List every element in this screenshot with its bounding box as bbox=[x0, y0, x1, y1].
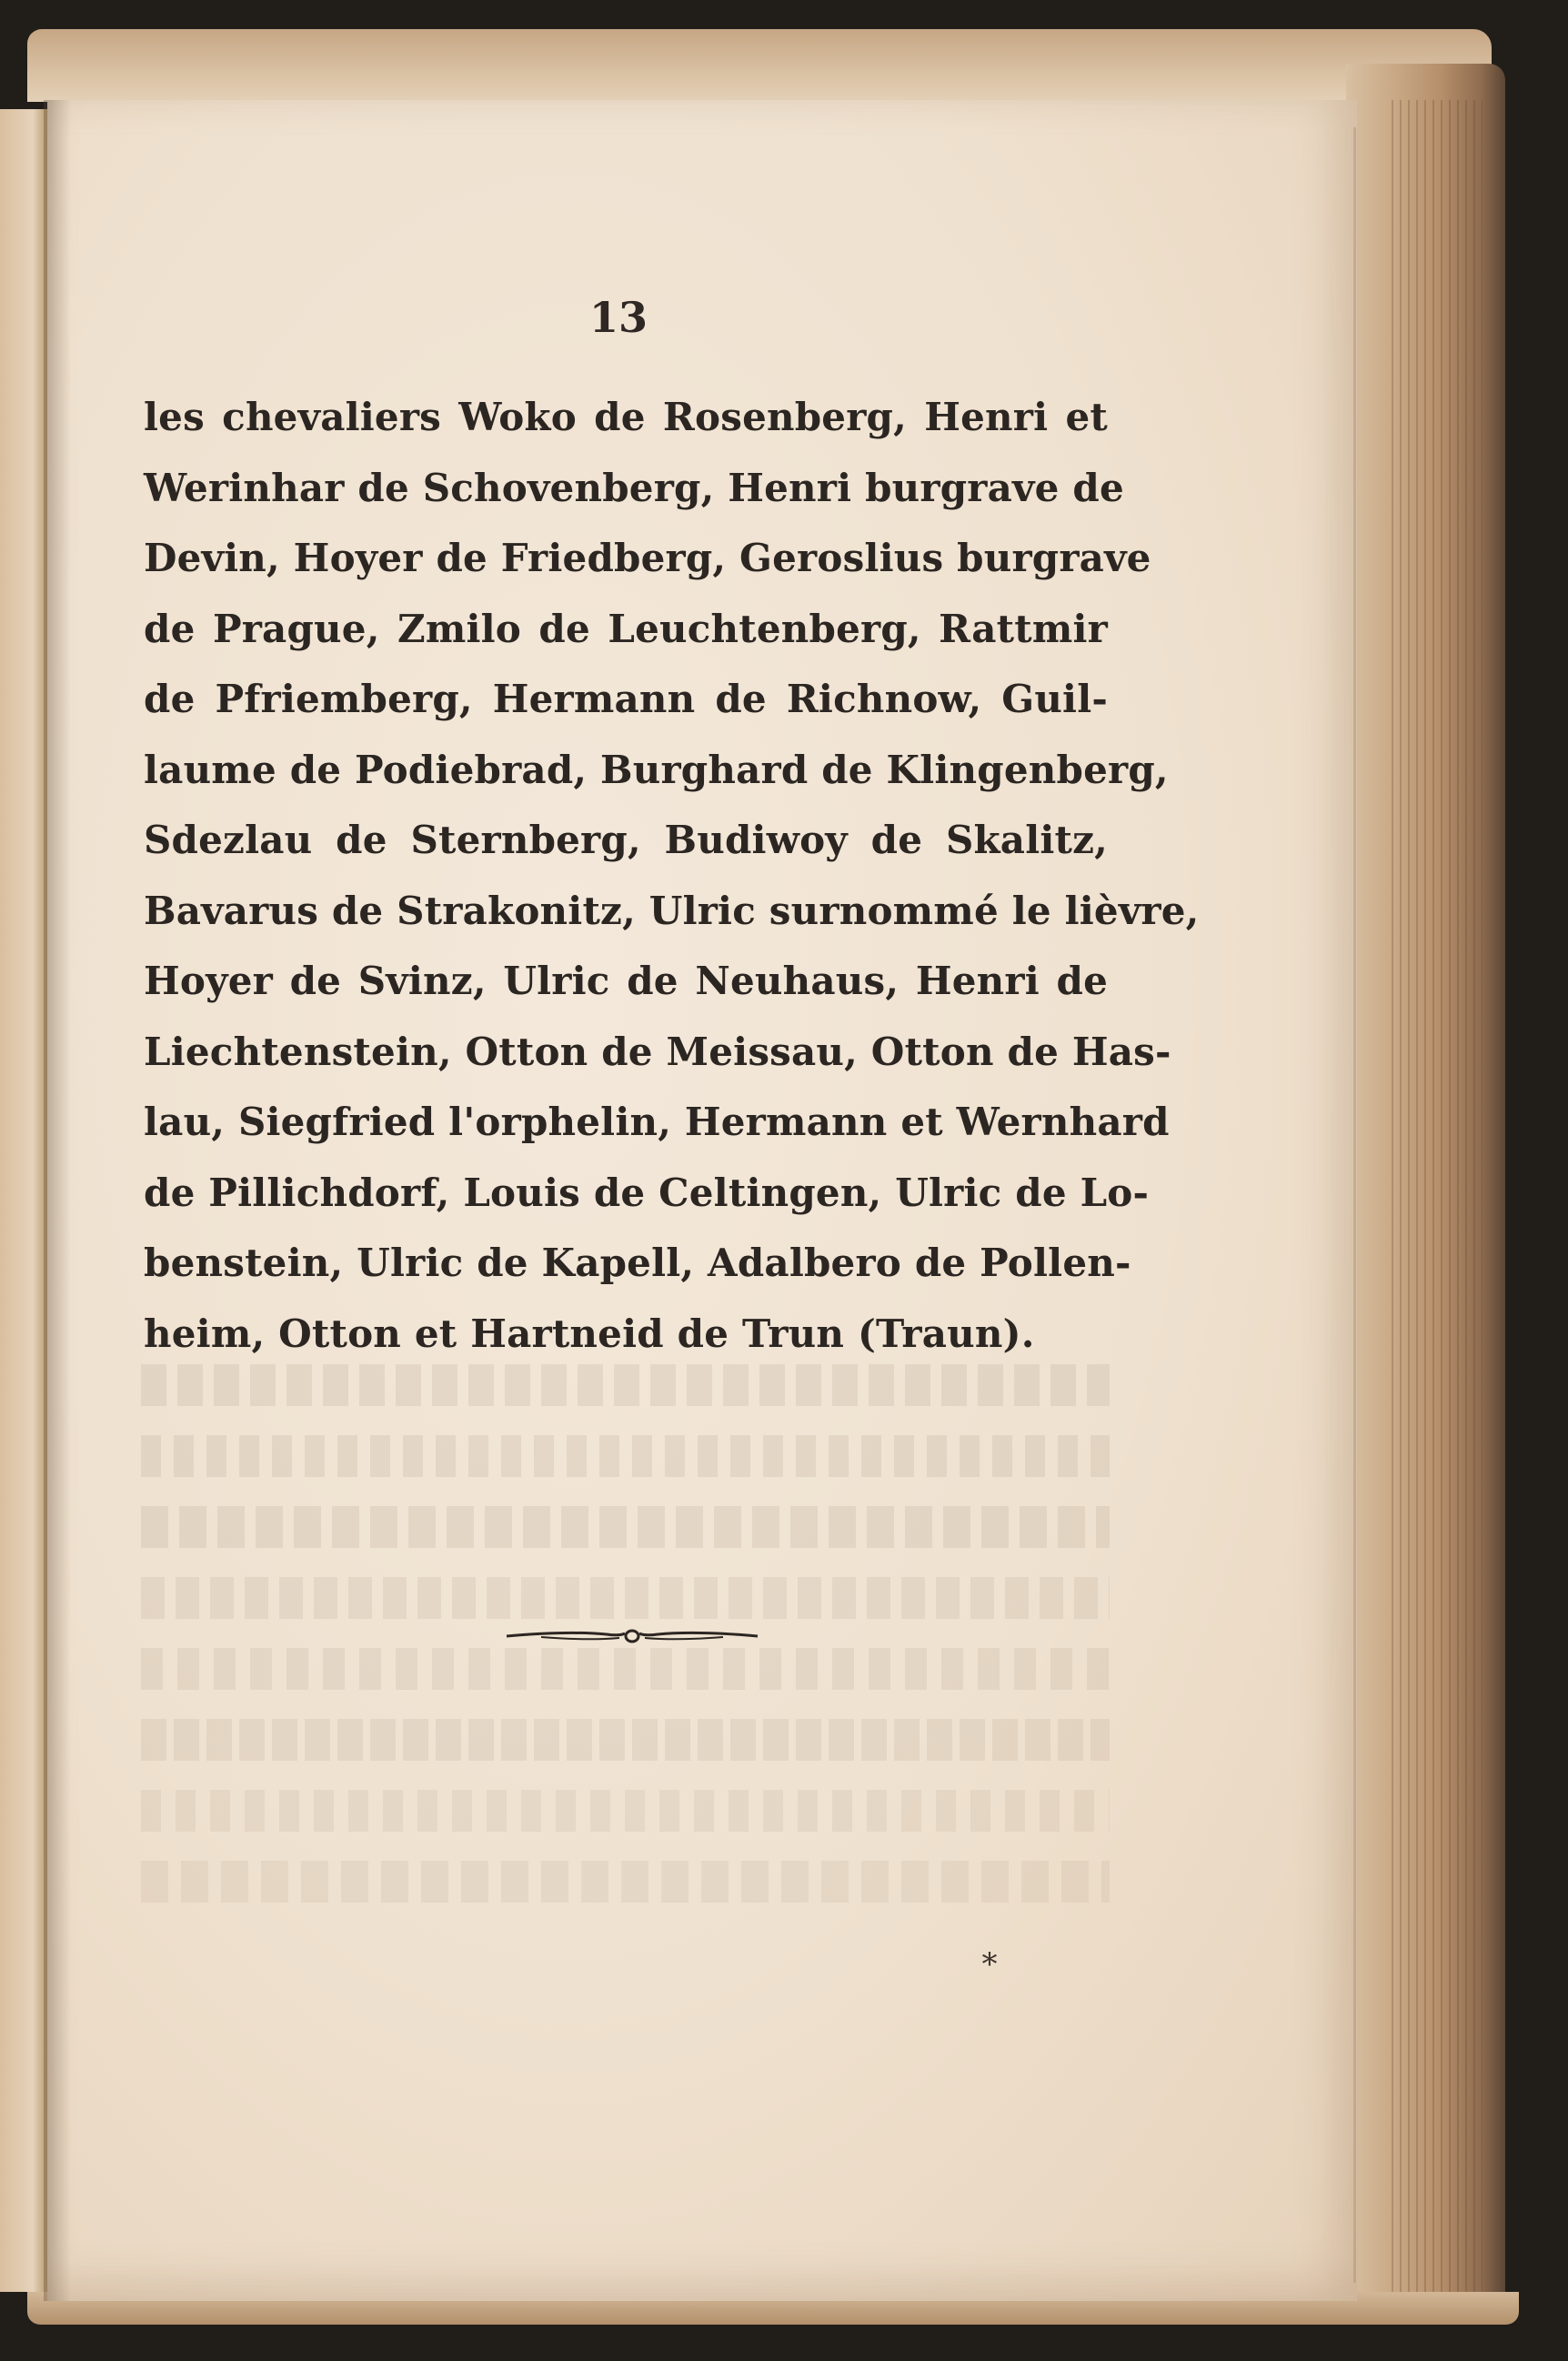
bleed-through bbox=[141, 1861, 1110, 1903]
bleed-through bbox=[141, 1506, 1110, 1548]
text-line: Sdezlau de Sternberg, Budiwoy de Skalitz, bbox=[144, 818, 1108, 862]
page-number: 13 bbox=[588, 293, 648, 342]
previous-page-edge bbox=[0, 109, 47, 2292]
text-line: lau, Siegfried l'orphelin, Hermann et Wernhard bbox=[144, 1100, 1170, 1144]
body-text bbox=[144, 382, 1200, 1369]
bleed-through bbox=[141, 1577, 1110, 1619]
bleed-through bbox=[141, 1435, 1110, 1477]
text-line: laume de Podiebrad, Burghard de Klingenberg, bbox=[144, 747, 1169, 792]
bleed-through bbox=[141, 1790, 1110, 1832]
text-line: Bavarus de Strakonitz, Ulric surnommé le lièvre, bbox=[144, 888, 1200, 933]
text-line: heim, Otton et Hartneid de Trun (Traun). bbox=[144, 1311, 1035, 1356]
page-stack-top-edge bbox=[27, 29, 1492, 102]
text-line: Hoyer de Svinz, Ulric de Neuhaus, Henri de bbox=[144, 959, 1108, 1003]
text-line: Werinhar de Schovenberg, Henri burgrave de bbox=[144, 465, 1124, 510]
text-line: de Pfriemberg, Hermann de Richnow, Guil- bbox=[144, 677, 1108, 721]
signature-mark: * bbox=[981, 1946, 998, 1983]
page-edge-line bbox=[1353, 127, 1356, 2283]
text-line: Devin, Hoyer de Friedberg, Geroslius burgrave bbox=[144, 536, 1151, 580]
bleed-through bbox=[141, 1648, 1110, 1690]
page-stack-lines bbox=[1392, 100, 1483, 2301]
text-line: de Pillichdorf, Louis de Celtingen, Ulric de Lo- bbox=[144, 1170, 1150, 1215]
text-line: Liechtenstein, Otton de Meissau, Otton de Has- bbox=[144, 1029, 1171, 1074]
bleed-through bbox=[141, 1719, 1110, 1761]
text-line: de Prague, Zmilo de Leuchtenberg, Rattmir bbox=[144, 606, 1108, 651]
ornament-divider-icon bbox=[505, 1623, 759, 1650]
bleed-through bbox=[141, 1364, 1110, 1406]
gutter-shadow bbox=[44, 100, 71, 2301]
text-line: benstein, Ulric de Kapell, Adalbero de Pollen- bbox=[144, 1241, 1131, 1285]
text-line: les chevaliers Woko de Rosenberg, Henri et bbox=[144, 395, 1108, 439]
